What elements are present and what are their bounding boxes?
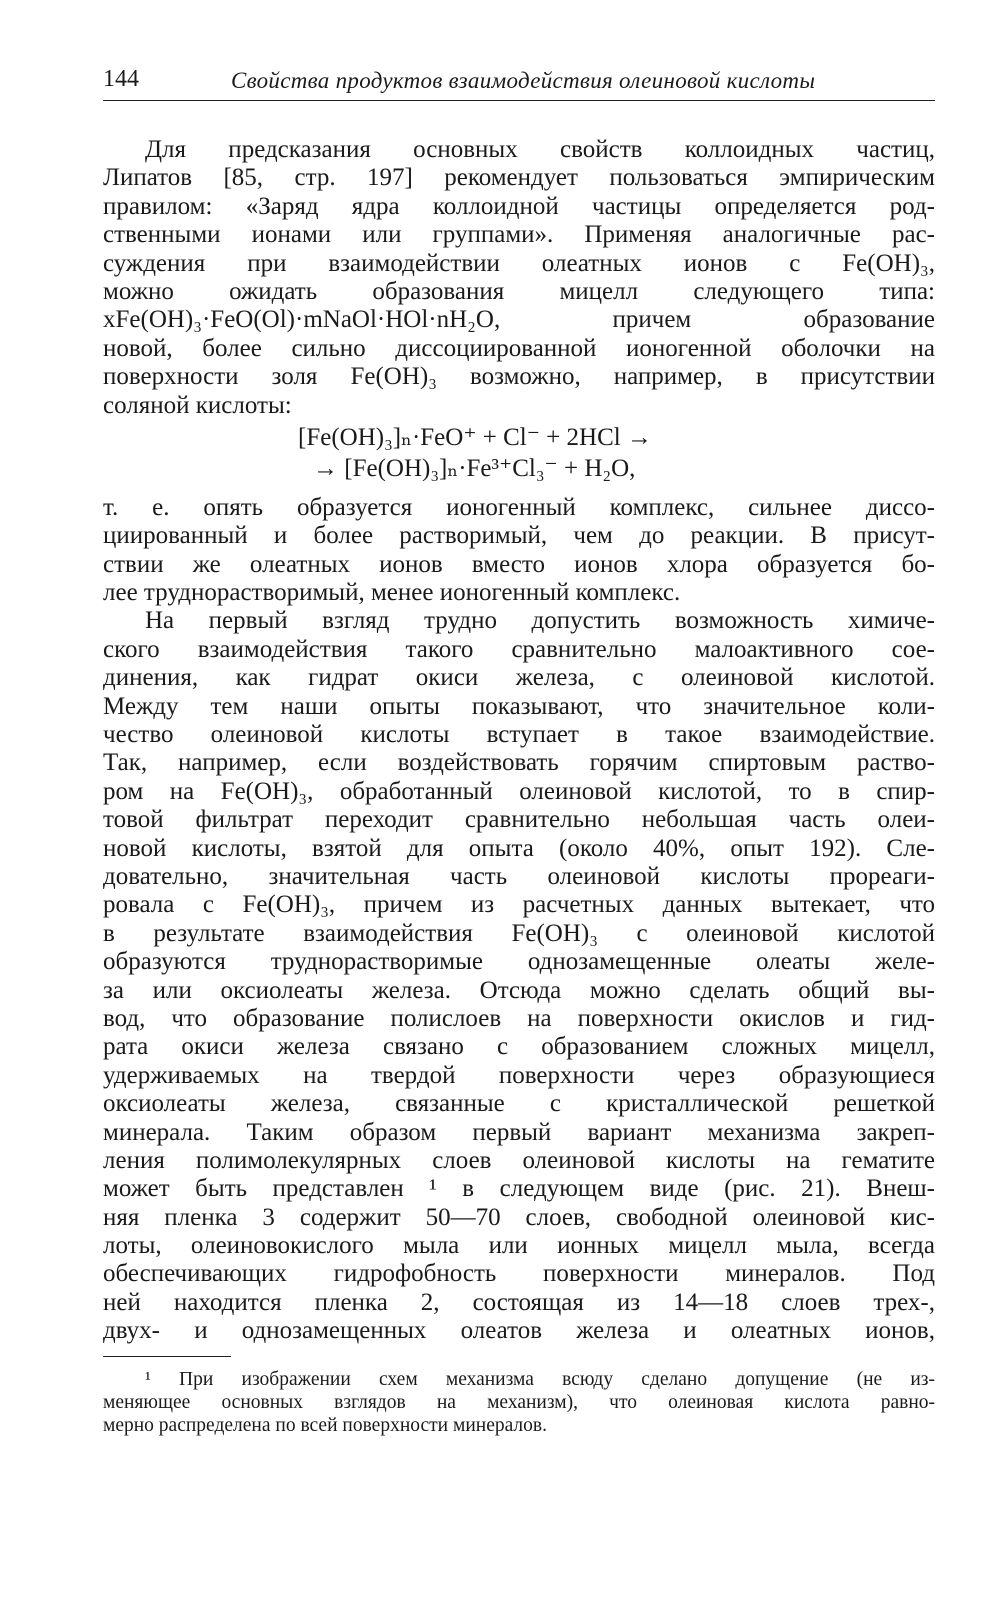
text-line: соляной кислоты: [103,391,292,419]
main-text [103,136,935,1346]
text-line: товой фильтрат переходит сравнительно небольшая часть олеи- [103,806,935,834]
footnote [103,1368,935,1437]
text-line: образуются труднорастворимые однозамещенные олеаты желе- [103,948,935,976]
page-header [103,66,935,101]
text-line: оксиолеаты железа, связанные с кристаллической решеткой [103,1090,935,1118]
text-line: суждения при взаимодействии олеатных ионов с Fe(OH)₃, [103,249,935,277]
text-line: удерживаемых на твердой поверхности через образующиеся [103,1061,935,1089]
text-line: Липатов [85, стр. 197] рекомендует пользоваться эмпирическим [103,164,935,192]
text-line: правилом: «Заряд ядра коллоидной частицы определяется род- [103,192,935,220]
text-line: ром на Fe(OH)₃, обработанный олеиновой кислотой, то в спир- [103,777,935,805]
text-line: лоты, олеиновокислого мыла или ионных мицелл мыла, всегда [103,1232,935,1260]
text-line: поверхности золя Fe(OH)₃ возможно, например, в присутствии [103,363,935,391]
paragraph-3 [103,607,935,1345]
text-line: т. е. опять образуется ионогенный комплекс, сильнее диссо- [103,493,935,521]
text-line: На первый взгляд трудно допустить возможность химиче- [145,607,935,635]
text-line: новой, более сильно диссоциированной ионогенной оболочки на [103,334,935,362]
text-line: ровала с Fe(OH)₃, причем из расчетных данных вытекает, что [103,891,935,919]
footnote-line: меняющее основных взглядов на механизм), что олеиновая кислота равно- [103,1392,935,1413]
text-line: за или оксиолеаты железа. Отсюда можно сделать общий вы- [103,976,935,1004]
text-line: чество олеиновой кислоты вступает в такое взаимодействие. [103,721,935,749]
text-line: обеспечивающих гидрофобность поверхности минералов. Под [103,1260,935,1288]
text-line: динения, как гидрат окиси железа, с олеиновой кислотой. [103,664,935,692]
text-line: в результате взаимодействия Fe(OH)₃ с олеиновой кислотой [103,919,935,947]
text-line: вод, что образование полислоев на поверхности окислов и гид- [103,1004,935,1032]
chemical-equation-line-1: [Fe(OH)₃]ₙ·FeO⁺ + Cl⁻ + 2HCl → [298,423,652,451]
text-line: может быть представлен ¹ в следующем виде (рис. 21). Внеш- [103,1175,935,1203]
text-line: двух- и однозамещенных олеатов железа и олеатных ионов, [103,1317,935,1345]
text-line: ского взаимодействия такого сравнительно малоактивного сое- [103,635,935,663]
text-line: лее труднорастворимый, менее ионогенный комплекс. [103,579,681,607]
chemical-equation-line-2: → [Fe(OH)₃]ₙ·Fe³⁺Cl₃⁻ + H₂O, [313,454,636,482]
text-line: ления полимолекулярных слоев олеиновой кислоты на гематите [103,1146,935,1174]
footnote-line: мерно распределена по всей поверхности минералов. [103,1415,547,1436]
text-line: Для предсказания основных свойств коллоидных частиц, [145,136,935,163]
text-line: ственными ионами или группами». Применяя аналогичные рас- [103,221,935,249]
footnote-line: ¹ При изображении схем механизма всюду сделано допущение (не из- [145,1369,935,1390]
paragraph-2 [103,494,935,608]
text-line: довательно, значительная часть олеиновой кислоты прореаги- [103,862,935,890]
text-line: новой кислоты, взятой для опыта (около 40%, опыт 192). Сле- [103,834,935,862]
text-line: циированный и более растворимый, чем до реакции. В присут- [103,522,935,550]
text-line: можно ожидать образования мицелл следующего типа: [103,277,935,305]
page-number: 144 [103,66,139,92]
text-line: ней находится пленка 2, состоящая из 14—18 слоев трех-, [103,1288,935,1316]
text-line: минерала. Таким образом первый вариант механизма закреп- [103,1118,935,1146]
footnote-separator [103,1356,231,1357]
text-line: ствии же олеатных ионов вместо ионов хлора образуется бо- [103,550,935,578]
text-line: Так, например, если воздействовать горячим спиртовым раство- [103,749,935,777]
paragraph-1 [103,136,935,420]
text-line: xFe(OH)₃·FeO(Ol)·mNaOl·HOl·nH₂O, причем образование [103,306,935,334]
running-title: Свойства продуктов взаимодействия олеиновой кислоты [231,68,816,93]
text-line: няя пленка 3 содержит 50—70 слоев, свободной олеиновой кис- [103,1203,935,1231]
text-line: рата окиси железа связано с образованием сложных мицелл, [103,1033,935,1061]
text-line: Между тем наши опыты показывают, что значительное коли- [103,692,935,720]
